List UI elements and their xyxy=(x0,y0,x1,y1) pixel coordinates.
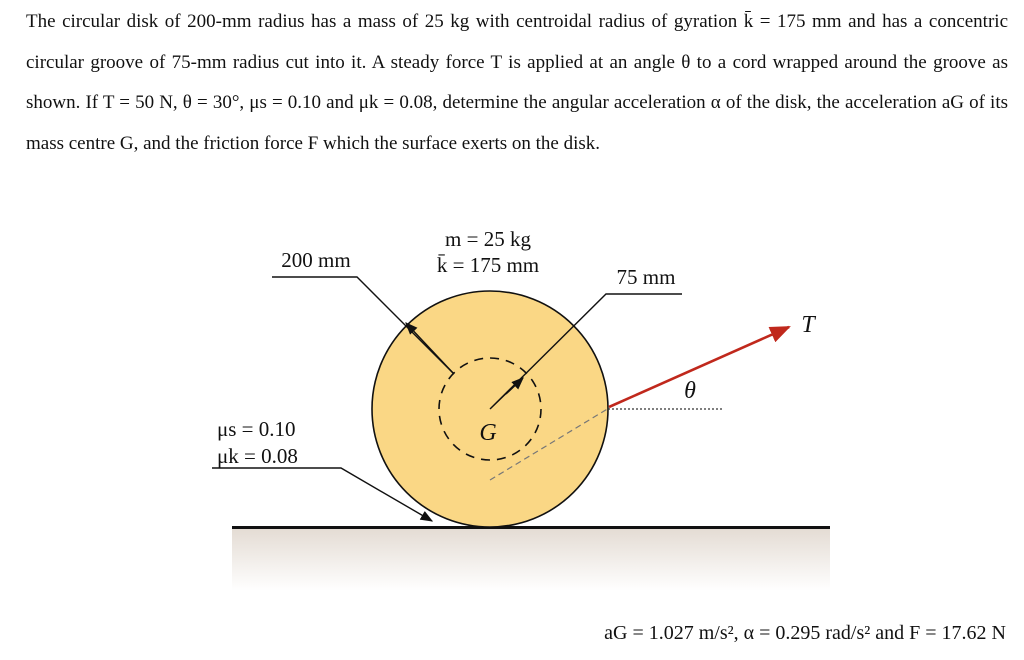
angle-label: θ xyxy=(684,378,696,404)
center-label: G xyxy=(479,420,497,446)
radius-label: 200 mm xyxy=(281,248,351,272)
answer-line xyxy=(604,622,1006,645)
mu-k-label: μk = 0.08 xyxy=(217,444,298,468)
mass-label: m = 25 kg xyxy=(445,227,531,251)
force-label: T xyxy=(801,312,815,338)
answer-text: aG = 1.027 m/s², α = 0.295 rad/s² and F = 17.62 N xyxy=(604,622,1006,644)
mu-s-label: μs = 0.10 xyxy=(217,417,296,441)
problem-text: The circular disk of 200-mm radius has a mass of 25 kg with centroidal radius of gyration k̄ = 175 mm and has a concentric circular groove of 75-mm radius cut into it. A steady force T is applied at an angle θ to a cord wrapped around the groove as shown. If T = 50 N, θ = 30°, μs = 0.10 and μk = 0.08, determine the angular acceleration α of the disk, the acceleration aG of its mass centre G, and the friction force F which the surface exerts on the disk. xyxy=(26,11,1008,154)
force-t-arrow xyxy=(609,327,789,407)
groove-label: 75 mm xyxy=(616,265,676,289)
ground-shading xyxy=(232,529,830,591)
gyration-label: k̄ = 175 mm xyxy=(436,253,540,277)
